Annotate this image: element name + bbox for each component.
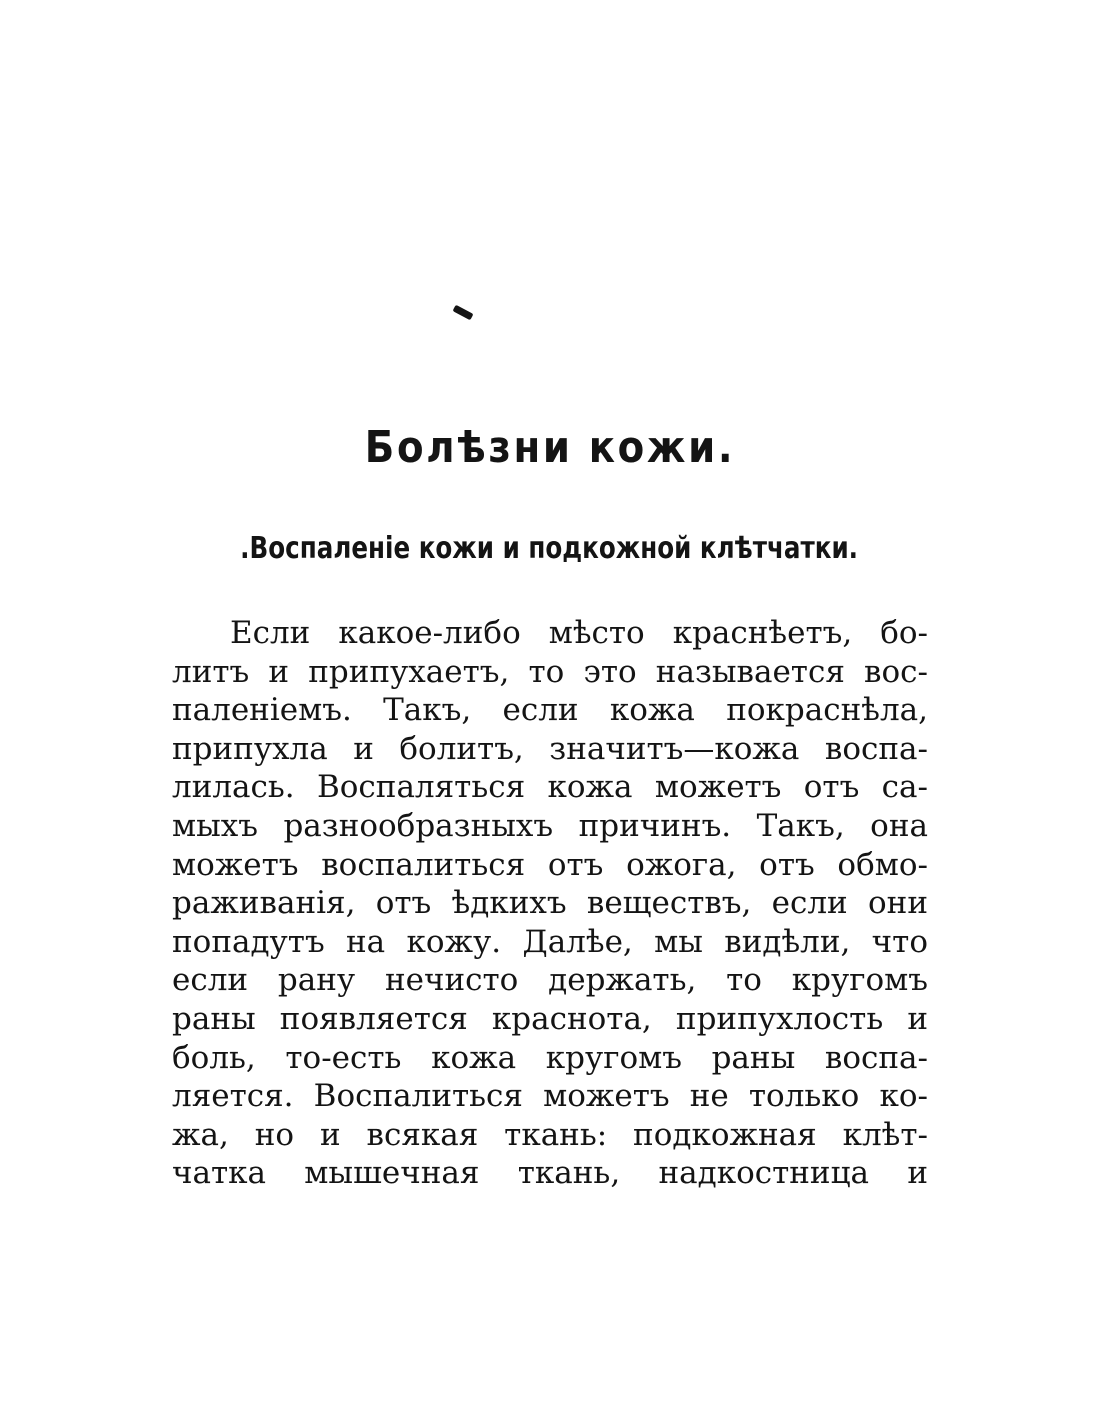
text-line: если рану нечисто держать, то кругомъ [172,962,928,999]
text-line: ляется. Воспалиться можетъ не только ко- [172,1078,928,1115]
text-line: мыхъ разнообразныхъ причинъ. Такъ, она [172,807,928,844]
text-line: Если какое-либо мѣсто краснѣетъ, бо- [230,615,928,651]
text-line: припухла и болитъ, значитъ—кожа воспа- [172,730,928,767]
text-line: боль, то-есть кожа кругомъ раны воспа- [172,1039,928,1076]
text-line: чатка мышечная ткань, надкостница и [172,1155,928,1192]
text-line: паленіемъ. Такъ, если кожа покраснѣла, [172,692,928,729]
body-paragraph [172,614,928,1193]
page-title: Болѣзни кожи. [364,422,736,473]
text-line: раживанія, отъ ѣдкихъ веществъ, если они [172,885,928,922]
stray-ink-mark [453,305,474,321]
text-line: раны появляется краснота, припухлость и [172,1000,928,1037]
text-line: попадутъ на кожу. Далѣе, мы видѣли, что [172,923,928,960]
text-line: лилась. Воспаляться кожа можетъ отъ са- [172,769,928,806]
text-line: жа, но и всякая ткань: подкожная клѣт- [172,1116,928,1153]
text-line: можетъ воспалиться отъ ожога, отъ обмо- [172,846,928,883]
section-subtitle: .Воспаленіе кожи и подкожной клѣтчатки. [240,531,859,566]
text-line: литъ и припухаетъ, то это называется вос- [172,653,928,690]
